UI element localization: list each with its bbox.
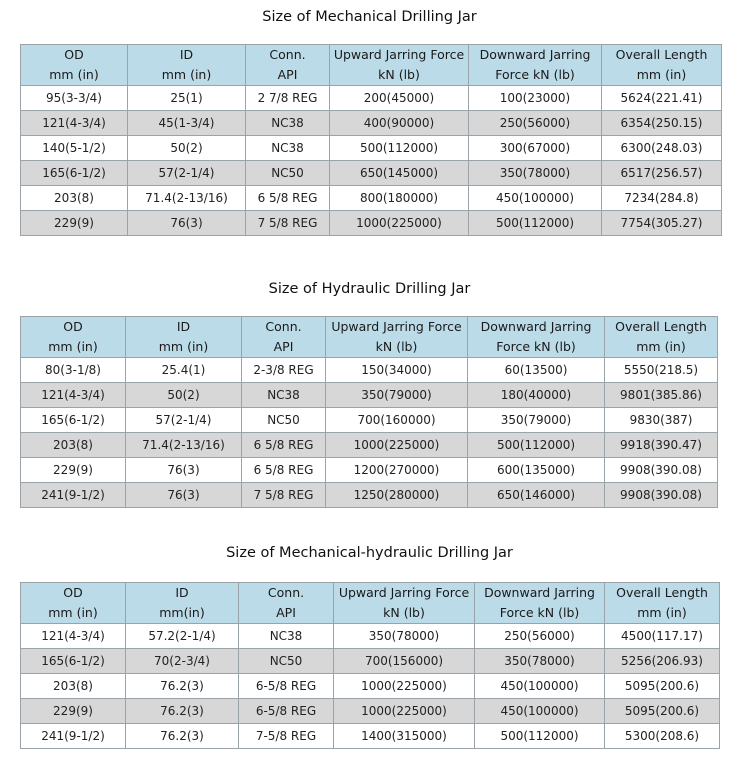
cell-id: 71.4(2-13/16) bbox=[126, 433, 242, 458]
cell-connection: 6-5/8 REG bbox=[239, 699, 334, 724]
mechanical-jar-table bbox=[20, 44, 722, 236]
table-row bbox=[21, 458, 718, 483]
cell-connection: NC38 bbox=[246, 111, 330, 136]
header-line: OD bbox=[64, 47, 84, 62]
header-line: mm (in) bbox=[48, 605, 98, 620]
cell-downward-force: 300(67000) bbox=[469, 136, 602, 161]
cell-downward-force: 60(13500) bbox=[468, 358, 605, 383]
cell-connection: 6 5/8 REG bbox=[242, 458, 326, 483]
cell-id: 76.2(3) bbox=[126, 724, 239, 749]
column-header-connection bbox=[242, 317, 326, 358]
table-row bbox=[21, 161, 722, 186]
cell-id: 50(2) bbox=[126, 383, 242, 408]
header-line: API bbox=[273, 339, 294, 354]
cell-connection: 7-5/8 REG bbox=[239, 724, 334, 749]
table-row bbox=[21, 358, 718, 383]
cell-downward-force: 250(56000) bbox=[469, 111, 602, 136]
header-line: Upward Jarring Force bbox=[331, 319, 462, 334]
header-line: mm (in) bbox=[637, 605, 687, 620]
cell-upward-force: 1000(225000) bbox=[326, 433, 468, 458]
cell-upward-force: 1000(225000) bbox=[334, 674, 475, 699]
cell-upward-force: 150(34000) bbox=[326, 358, 468, 383]
cell-upward-force: 1400(315000) bbox=[334, 724, 475, 749]
mechanical-hydraulic-jar-table bbox=[20, 582, 720, 749]
column-header-connection bbox=[239, 583, 334, 624]
header-line: mm(in) bbox=[159, 605, 205, 620]
column-header-id bbox=[128, 45, 246, 86]
cell-od: 229(9) bbox=[21, 458, 126, 483]
header-line: Force kN (lb) bbox=[496, 339, 576, 354]
header-line: ID bbox=[176, 319, 191, 334]
cell-overall-length: 4500(117.17) bbox=[605, 624, 720, 649]
cell-id: 57(2-1/4) bbox=[128, 161, 246, 186]
cell-downward-force: 600(135000) bbox=[468, 458, 605, 483]
column-header-overall-length bbox=[602, 45, 722, 86]
cell-id: 76(3) bbox=[126, 483, 242, 508]
cell-downward-force: 350(79000) bbox=[468, 408, 605, 433]
cell-overall-length: 5256(206.93) bbox=[605, 649, 720, 674]
cell-upward-force: 500(112000) bbox=[330, 136, 469, 161]
cell-id: 70(2-3/4) bbox=[126, 649, 239, 674]
table-row bbox=[21, 186, 722, 211]
header-line: Upward Jarring Force bbox=[338, 585, 470, 600]
cell-overall-length: 6300(248.03) bbox=[602, 136, 722, 161]
cell-overall-length: 5095(200.6) bbox=[605, 674, 720, 699]
cell-od: 80(3-1/8) bbox=[21, 358, 126, 383]
table-row bbox=[21, 483, 718, 508]
header-line: API bbox=[276, 605, 296, 620]
header-line: ID bbox=[179, 47, 194, 62]
section-title: Size of Mechanical-hydraulic Drilling Jar bbox=[226, 545, 513, 561]
cell-overall-length: 6354(250.15) bbox=[602, 111, 722, 136]
cell-id: 57.2(2-1/4) bbox=[126, 624, 239, 649]
header-line: Overall Length bbox=[615, 47, 708, 62]
column-header-overall-length bbox=[605, 583, 720, 624]
cell-overall-length: 5624(221.41) bbox=[602, 86, 722, 111]
cell-connection: NC50 bbox=[242, 408, 326, 433]
cell-connection: NC38 bbox=[246, 136, 330, 161]
header-line: kN (lb) bbox=[383, 605, 425, 620]
table-row bbox=[21, 724, 720, 749]
cell-upward-force: 1250(280000) bbox=[326, 483, 468, 508]
cell-od: 121(4-3/4) bbox=[21, 111, 128, 136]
cell-connection: NC50 bbox=[246, 161, 330, 186]
header-line: Overall Length bbox=[615, 319, 707, 334]
cell-connection: 7 5/8 REG bbox=[242, 483, 326, 508]
cell-connection: NC38 bbox=[242, 383, 326, 408]
cell-od: 203(8) bbox=[21, 674, 126, 699]
cell-downward-force: 500(112000) bbox=[469, 211, 602, 236]
cell-downward-force: 350(78000) bbox=[469, 161, 602, 186]
cell-od: 241(9-1/2) bbox=[21, 483, 126, 508]
column-header-od bbox=[21, 583, 126, 624]
table-row bbox=[21, 649, 720, 674]
cell-id: 76(3) bbox=[128, 211, 246, 236]
cell-connection: 2-3/8 REG bbox=[242, 358, 326, 383]
cell-upward-force: 700(160000) bbox=[326, 408, 468, 433]
header-row bbox=[21, 317, 718, 358]
cell-connection: 6-5/8 REG bbox=[239, 674, 334, 699]
cell-connection: 2 7/8 REG bbox=[246, 86, 330, 111]
cell-overall-length: 6517(256.57) bbox=[602, 161, 722, 186]
cell-connection: 6 5/8 REG bbox=[246, 186, 330, 211]
cell-overall-length: 9918(390.47) bbox=[605, 433, 718, 458]
cell-od: 229(9) bbox=[21, 211, 128, 236]
cell-upward-force: 650(145000) bbox=[330, 161, 469, 186]
cell-downward-force: 350(78000) bbox=[475, 649, 605, 674]
column-header-id bbox=[126, 583, 239, 624]
header-line: Conn. bbox=[267, 585, 305, 600]
cell-overall-length: 7754(305.27) bbox=[602, 211, 722, 236]
cell-upward-force: 800(180000) bbox=[330, 186, 469, 211]
cell-id: 57(2-1/4) bbox=[126, 408, 242, 433]
cell-id: 50(2) bbox=[128, 136, 246, 161]
header-line: kN (lb) bbox=[378, 67, 420, 82]
cell-downward-force: 450(100000) bbox=[469, 186, 602, 211]
cell-connection: NC38 bbox=[239, 624, 334, 649]
header-line: OD bbox=[63, 585, 83, 600]
cell-downward-force: 500(112000) bbox=[468, 433, 605, 458]
header-line: Conn. bbox=[265, 319, 302, 334]
header-line: Force kN (lb) bbox=[495, 67, 575, 82]
column-header-downward-force bbox=[469, 45, 602, 86]
cell-downward-force: 450(100000) bbox=[475, 699, 605, 724]
hydraulic-jar-table bbox=[20, 316, 718, 508]
section-title: Size of Mechanical Drilling Jar bbox=[262, 9, 477, 25]
cell-upward-force: 700(156000) bbox=[334, 649, 475, 674]
header-line: Upward Jarring Force bbox=[333, 47, 465, 62]
table-row bbox=[21, 674, 720, 699]
cell-od: 165(6-1/2) bbox=[21, 408, 126, 433]
column-header-id bbox=[126, 317, 242, 358]
table-row bbox=[21, 433, 718, 458]
cell-id: 76(3) bbox=[126, 458, 242, 483]
column-header-downward-force bbox=[468, 317, 605, 358]
table-row bbox=[21, 136, 722, 161]
header-line: Downward Jarring bbox=[480, 319, 592, 334]
cell-od: 203(8) bbox=[21, 186, 128, 211]
header-line: Downward Jarring bbox=[479, 47, 591, 62]
cell-overall-length: 5550(218.5) bbox=[605, 358, 718, 383]
cell-od: 229(9) bbox=[21, 699, 126, 724]
cell-id: 76.2(3) bbox=[126, 699, 239, 724]
cell-upward-force: 1000(225000) bbox=[334, 699, 475, 724]
cell-od: 203(8) bbox=[21, 433, 126, 458]
cell-overall-length: 9801(385.86) bbox=[605, 383, 718, 408]
cell-od: 165(6-1/2) bbox=[21, 161, 128, 186]
header-line: ID bbox=[175, 585, 189, 600]
cell-upward-force: 200(45000) bbox=[330, 86, 469, 111]
table-row bbox=[21, 383, 718, 408]
header-line: Conn. bbox=[269, 47, 306, 62]
cell-upward-force: 350(79000) bbox=[326, 383, 468, 408]
cell-id: 71.4(2-13/16) bbox=[128, 186, 246, 211]
header-line: API bbox=[277, 67, 298, 82]
cell-od: 121(4-3/4) bbox=[21, 383, 126, 408]
table-row bbox=[21, 699, 720, 724]
header-line: Overall Length bbox=[616, 585, 708, 600]
cell-downward-force: 250(56000) bbox=[475, 624, 605, 649]
column-header-upward-force bbox=[326, 317, 468, 358]
cell-overall-length: 5095(200.6) bbox=[605, 699, 720, 724]
column-header-od bbox=[21, 45, 128, 86]
header-line: OD bbox=[63, 319, 83, 334]
header-line: Force kN (lb) bbox=[499, 605, 580, 620]
cell-od: 121(4-3/4) bbox=[21, 624, 126, 649]
cell-downward-force: 180(40000) bbox=[468, 383, 605, 408]
cell-connection: 7 5/8 REG bbox=[246, 211, 330, 236]
column-header-od bbox=[21, 317, 126, 358]
header-row bbox=[21, 583, 720, 624]
table-row bbox=[21, 111, 722, 136]
column-header-upward-force bbox=[334, 583, 475, 624]
cell-upward-force: 400(90000) bbox=[330, 111, 469, 136]
cell-overall-length: 7234(284.8) bbox=[602, 186, 722, 211]
header-line: Downward Jarring bbox=[484, 585, 595, 600]
header-line: kN (lb) bbox=[375, 339, 418, 354]
header-line: mm (in) bbox=[161, 67, 212, 82]
cell-od: 140(5-1/2) bbox=[21, 136, 128, 161]
cell-downward-force: 650(146000) bbox=[468, 483, 605, 508]
mechanical-jar-section bbox=[0, 6, 739, 28]
header-line: mm (in) bbox=[48, 339, 98, 354]
cell-connection: 6 5/8 REG bbox=[242, 433, 326, 458]
cell-connection: NC50 bbox=[239, 649, 334, 674]
cell-overall-length: 9830(387) bbox=[605, 408, 718, 433]
header-row bbox=[21, 45, 722, 86]
cell-overall-length: 9908(390.08) bbox=[605, 458, 718, 483]
cell-id: 45(1-3/4) bbox=[128, 111, 246, 136]
cell-od: 165(6-1/2) bbox=[21, 649, 126, 674]
cell-od: 95(3-3/4) bbox=[21, 86, 128, 111]
table-row bbox=[21, 211, 722, 236]
cell-id: 76.2(3) bbox=[126, 674, 239, 699]
column-header-connection bbox=[246, 45, 330, 86]
cell-upward-force: 350(78000) bbox=[334, 624, 475, 649]
cell-upward-force: 1000(225000) bbox=[330, 211, 469, 236]
section-title: Size of Hydraulic Drilling Jar bbox=[268, 281, 471, 297]
mechanical-hydraulic-jar-section bbox=[0, 542, 739, 564]
header-line: mm (in) bbox=[49, 67, 99, 82]
table-row bbox=[21, 408, 718, 433]
cell-downward-force: 500(112000) bbox=[475, 724, 605, 749]
table-row bbox=[21, 86, 722, 111]
cell-downward-force: 100(23000) bbox=[469, 86, 602, 111]
cell-od: 241(9-1/2) bbox=[21, 724, 126, 749]
column-header-downward-force bbox=[475, 583, 605, 624]
cell-id: 25(1) bbox=[128, 86, 246, 111]
cell-upward-force: 1200(270000) bbox=[326, 458, 468, 483]
header-line: mm (in) bbox=[636, 67, 687, 82]
column-header-upward-force bbox=[330, 45, 469, 86]
table-row bbox=[21, 624, 720, 649]
cell-id: 25.4(1) bbox=[126, 358, 242, 383]
column-header-overall-length bbox=[605, 317, 718, 358]
header-line: mm (in) bbox=[158, 339, 209, 354]
cell-downward-force: 450(100000) bbox=[475, 674, 605, 699]
hydraulic-jar-section bbox=[0, 278, 739, 300]
cell-overall-length: 5300(208.6) bbox=[605, 724, 720, 749]
cell-overall-length: 9908(390.08) bbox=[605, 483, 718, 508]
header-line: mm (in) bbox=[636, 339, 686, 354]
